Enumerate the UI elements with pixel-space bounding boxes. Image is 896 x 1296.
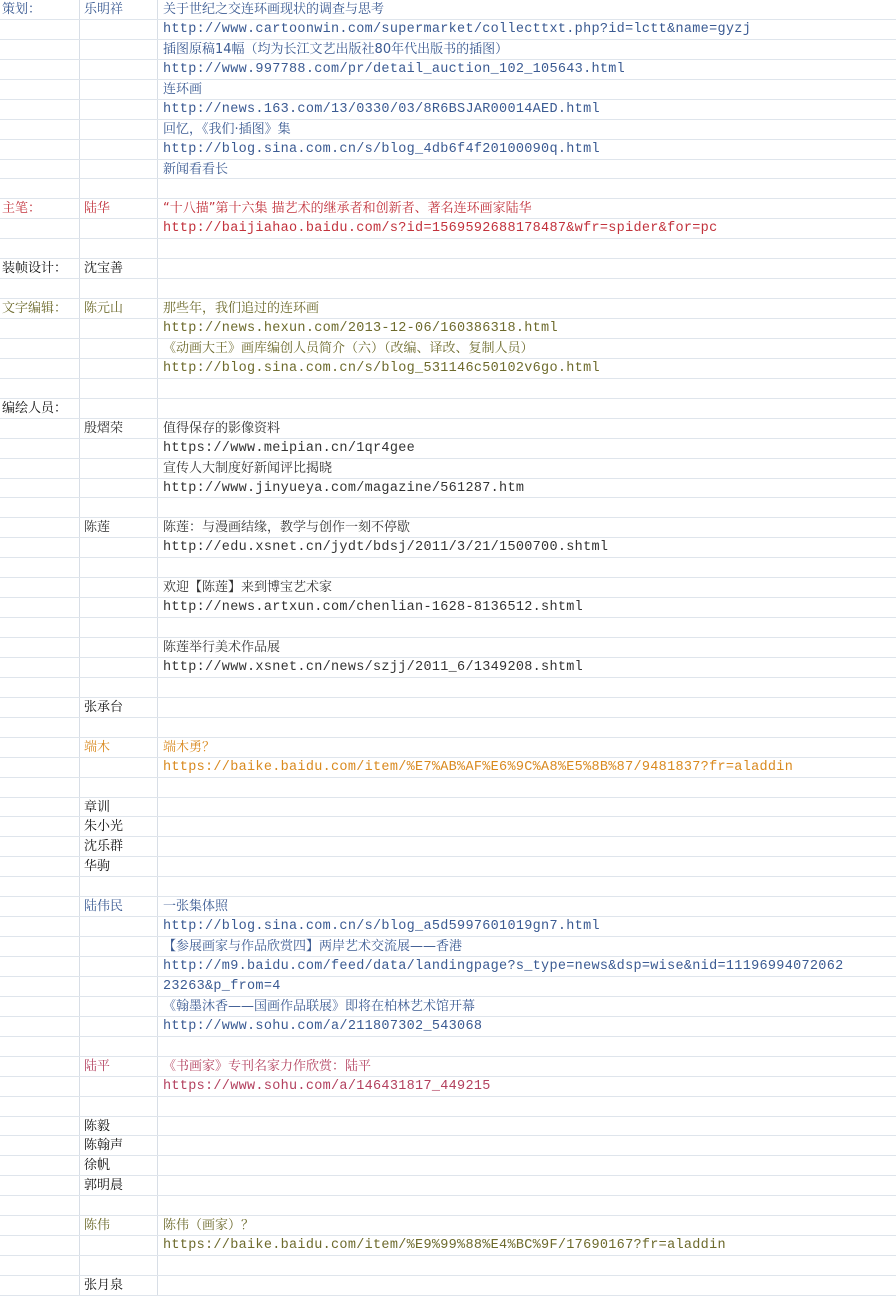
- person-name-cell[interactable]: [80, 937, 158, 956]
- person-name-cell[interactable]: [80, 179, 158, 198]
- person-name-cell[interactable]: [80, 279, 158, 298]
- table-row: [0, 1117, 896, 1137]
- person-name-cell[interactable]: 陈元山: [80, 299, 158, 318]
- reference-cell[interactable]: http://www.xsnet.cn/news/szjj/2011_6/1349208.shtml: [163, 659, 584, 675]
- role-label-cell[interactable]: [0, 219, 80, 238]
- person-name-cell[interactable]: 朱小光: [80, 817, 158, 836]
- reference-cell[interactable]: http://www.sohu.com/a/211807302_543068: [163, 1018, 483, 1034]
- person-name-cell[interactable]: [80, 877, 158, 896]
- role-label-cell[interactable]: 策划：: [0, 0, 80, 19]
- table-row: [0, 578, 896, 598]
- person-name-cell[interactable]: 端木: [80, 738, 158, 757]
- table-row: [0, 1216, 896, 1236]
- role-label-cell[interactable]: [0, 558, 80, 577]
- table-row: [0, 977, 896, 997]
- table-row: [0, 658, 896, 678]
- reference-cell[interactable]: 关于世纪之交连环画现状的调查与思考: [163, 2, 385, 17]
- reference-cell[interactable]: 陈莲举行美术作品展: [163, 640, 281, 655]
- role-label-cell[interactable]: [0, 279, 80, 298]
- role-label-cell[interactable]: [0, 1156, 80, 1175]
- table-row: [0, 1236, 896, 1256]
- table-row: [0, 618, 896, 638]
- person-name-cell[interactable]: 张月泉: [80, 1276, 158, 1295]
- reference-cell[interactable]: [158, 179, 896, 198]
- table-row: [0, 459, 896, 479]
- role-label-cell[interactable]: [0, 379, 80, 398]
- person-name-cell[interactable]: [80, 917, 158, 936]
- role-label-cell[interactable]: [0, 897, 80, 916]
- table-row: [0, 538, 896, 558]
- person-name-cell[interactable]: [80, 658, 158, 677]
- reference-cell[interactable]: 值得保存的影像资料: [163, 420, 281, 436]
- reference-cell[interactable]: http://blog.sina.com.cn/s/blog_a5d5997601019gn7.html: [163, 919, 600, 935]
- role-label-cell[interactable]: [0, 778, 80, 797]
- reference-cell[interactable]: https://baike.baidu.com/item/%E9%99%88%E4%BC%9F/17690167?fr=aladdin: [163, 1238, 726, 1254]
- person-name-cell[interactable]: 陈莲: [80, 518, 158, 537]
- table-row: [0, 1037, 896, 1057]
- role-label-cell[interactable]: [0, 1037, 80, 1056]
- role-label-cell[interactable]: 编绘人员：: [0, 399, 80, 418]
- person-name-cell[interactable]: [80, 160, 158, 179]
- table-row: [0, 1176, 896, 1196]
- reference-cell[interactable]: [158, 1136, 896, 1155]
- table-row: [0, 80, 896, 100]
- reference-cell[interactable]: 欢迎【陈莲】来到博宝艺术家: [163, 580, 333, 596]
- role-label-cell[interactable]: [0, 1216, 80, 1235]
- reference-cell[interactable]: [158, 239, 896, 258]
- reference-cell[interactable]: 回忆，《我们·插图》集: [163, 121, 291, 137]
- reference-cell[interactable]: [158, 877, 896, 896]
- role-label-cell[interactable]: 文字编辑：: [0, 299, 80, 318]
- person-name-cell[interactable]: [80, 40, 158, 59]
- person-name-cell[interactable]: [80, 459, 158, 478]
- role-label-cell[interactable]: [0, 638, 80, 657]
- person-name-cell[interactable]: [80, 538, 158, 557]
- person-name-cell[interactable]: [80, 60, 158, 79]
- table-row: [0, 897, 896, 917]
- role-label-cell[interactable]: [0, 100, 80, 119]
- role-label-cell[interactable]: [0, 439, 80, 458]
- role-label-cell[interactable]: [0, 80, 80, 99]
- role-label-cell[interactable]: [0, 459, 80, 478]
- reference-cell[interactable]: [158, 1276, 896, 1295]
- person-name-cell[interactable]: 陈毅: [80, 1117, 158, 1136]
- person-name-cell[interactable]: [80, 718, 158, 737]
- reference-cell[interactable]: 《书画家》专刊名家力作欣赏：陆平: [163, 1058, 372, 1074]
- reference-cell[interactable]: [158, 798, 896, 817]
- reference-cell[interactable]: 【参展画家与作品欣赏四】两岸艺术交流展——香港: [163, 939, 463, 955]
- table-row: [0, 219, 896, 239]
- role-label-cell[interactable]: [0, 1117, 80, 1136]
- person-name-cell[interactable]: 徐帆: [80, 1156, 158, 1175]
- role-label-cell[interactable]: [0, 1057, 80, 1076]
- reference-cell[interactable]: 那些年，我们追过的连环画: [163, 301, 320, 317]
- reference-cell[interactable]: [158, 817, 896, 836]
- reference-cell[interactable]: http://news.163.com/13/0330/03/8R6BSJAR00014AED.html: [163, 101, 600, 117]
- table-row: [0, 877, 896, 897]
- reference-cell[interactable]: http://www.997788.com/pr/detail_auction_102_105643.html: [163, 61, 626, 77]
- role-label-cell[interactable]: [0, 359, 80, 378]
- table-row: [0, 518, 896, 538]
- person-name-cell[interactable]: [80, 1037, 158, 1056]
- role-label-cell[interactable]: [0, 857, 80, 876]
- reference-cell[interactable]: 陈莲：与漫画结缘，教学与创作一刻不停歇: [163, 520, 411, 536]
- role-label-cell[interactable]: [0, 718, 80, 737]
- reference-cell[interactable]: http://news.artxun.com/chenlian-1628-8136512.shtml: [163, 600, 584, 616]
- person-name-cell[interactable]: [80, 219, 158, 238]
- role-label-cell[interactable]: [0, 937, 80, 956]
- table-row: [0, 160, 896, 180]
- role-label-cell[interactable]: [0, 977, 80, 996]
- reference-cell[interactable]: [158, 1156, 896, 1175]
- person-name-cell[interactable]: [80, 1077, 158, 1096]
- role-label-cell[interactable]: [0, 339, 80, 358]
- table-row: [0, 1136, 896, 1156]
- role-label-cell[interactable]: [0, 518, 80, 537]
- person-name-cell[interactable]: [80, 120, 158, 139]
- role-label-cell[interactable]: [0, 419, 80, 438]
- role-label-cell[interactable]: [0, 598, 80, 617]
- reference-cell[interactable]: [158, 778, 896, 797]
- reference-cell[interactable]: [158, 618, 896, 637]
- table-row: [0, 857, 896, 877]
- table-row: [0, 339, 896, 359]
- person-name-cell[interactable]: [80, 1017, 158, 1036]
- person-name-cell[interactable]: [80, 479, 158, 498]
- table-row: [0, 1276, 896, 1296]
- table-row: [0, 179, 896, 199]
- role-label-cell[interactable]: [0, 738, 80, 757]
- table-row: [0, 738, 896, 758]
- reference-cell[interactable]: [158, 1037, 896, 1056]
- table-row: [0, 798, 896, 818]
- table-row: [0, 1017, 896, 1037]
- table-row: [0, 837, 896, 857]
- role-label-cell[interactable]: [0, 698, 80, 717]
- table-row: [0, 817, 896, 837]
- table-row: [0, 239, 896, 259]
- role-label-cell[interactable]: [0, 179, 80, 198]
- reference-cell[interactable]: 新闻看看长: [163, 161, 229, 177]
- role-label-cell[interactable]: [0, 798, 80, 817]
- reference-cell[interactable]: [158, 1097, 896, 1116]
- person-name-cell[interactable]: 陆平: [80, 1057, 158, 1076]
- person-name-cell[interactable]: [80, 977, 158, 996]
- person-name-cell[interactable]: 华驹: [80, 857, 158, 876]
- table-row: [0, 1196, 896, 1216]
- reference-cell[interactable]: http://www.cartoonwin.com/supermarket/collecttxt.php?id=lctt&name=gyzj: [163, 21, 752, 37]
- role-label-cell[interactable]: 主笔：: [0, 199, 80, 218]
- role-label-cell[interactable]: [0, 538, 80, 557]
- reference-cell[interactable]: [158, 399, 896, 418]
- table-row: [0, 698, 896, 718]
- person-name-cell[interactable]: [80, 1236, 158, 1255]
- reference-cell[interactable]: 陈伟（画家）？: [163, 1218, 255, 1234]
- reference-cell[interactable]: https://www.meipian.cn/1qr4gee: [163, 440, 416, 456]
- person-name-cell[interactable]: [80, 20, 158, 39]
- table-row: [0, 678, 896, 698]
- reference-cell[interactable]: [158, 279, 896, 298]
- role-label-cell[interactable]: [0, 479, 80, 498]
- table-row: [0, 100, 896, 120]
- person-name-cell[interactable]: 殷熠荣: [80, 419, 158, 438]
- role-label-cell[interactable]: [0, 658, 80, 677]
- role-label-cell[interactable]: [0, 120, 80, 139]
- person-name-cell[interactable]: [80, 598, 158, 617]
- person-name-cell[interactable]: [80, 399, 158, 418]
- table-row: [0, 479, 896, 499]
- table-row: [0, 937, 896, 957]
- role-label-cell[interactable]: [0, 997, 80, 1016]
- person-name-cell[interactable]: [80, 80, 158, 99]
- role-label-cell[interactable]: [0, 60, 80, 79]
- role-label-cell[interactable]: [0, 1097, 80, 1116]
- person-name-cell[interactable]: [80, 140, 158, 159]
- role-label-cell[interactable]: [0, 817, 80, 836]
- role-label-cell[interactable]: [0, 1176, 80, 1195]
- person-name-cell[interactable]: [80, 558, 158, 577]
- reference-cell[interactable]: [158, 678, 896, 697]
- table-row: [0, 718, 896, 738]
- table-row: [0, 319, 896, 339]
- reference-cell[interactable]: 连环画: [163, 81, 203, 97]
- person-name-cell[interactable]: [80, 1196, 158, 1215]
- reference-cell[interactable]: 插图原稿14幅（均为长江文艺出版社80年代出版书的插图）: [163, 41, 509, 57]
- reference-cell[interactable]: [158, 498, 896, 517]
- reference-cell[interactable]: [158, 1117, 896, 1136]
- person-name-cell[interactable]: [80, 379, 158, 398]
- person-name-cell[interactable]: [80, 498, 158, 517]
- table-row: [0, 259, 896, 279]
- reference-cell[interactable]: [158, 558, 896, 577]
- table-row: [0, 439, 896, 459]
- reference-cell[interactable]: 端木勇？: [163, 739, 216, 755]
- table-row: [0, 60, 896, 80]
- table-row: [0, 379, 896, 399]
- role-label-cell[interactable]: [0, 758, 80, 777]
- reference-cell[interactable]: http://baijiahao.baidu.com/s?id=1569592688178487&wfr=spider&for=pc: [163, 221, 718, 237]
- reference-cell[interactable]: 一张集体照: [163, 899, 229, 915]
- role-label-cell[interactable]: [0, 957, 80, 976]
- person-name-cell[interactable]: [80, 439, 158, 458]
- reference-cell[interactable]: http://blog.sina.com.cn/s/blog_531146c50102v6go.html: [163, 360, 600, 376]
- role-label-cell[interactable]: [0, 917, 80, 936]
- person-name-cell[interactable]: [80, 359, 158, 378]
- person-name-cell[interactable]: [80, 758, 158, 777]
- table-row: [0, 1077, 896, 1097]
- role-label-cell[interactable]: [0, 239, 80, 258]
- person-name-cell[interactable]: [80, 678, 158, 697]
- role-label-cell[interactable]: [0, 837, 80, 856]
- person-name-cell[interactable]: 张承台: [80, 698, 158, 717]
- person-name-cell[interactable]: [80, 1097, 158, 1116]
- reference-cell[interactable]: [158, 1176, 896, 1195]
- person-name-cell[interactable]: 郭明晨: [80, 1176, 158, 1195]
- reference-cell[interactable]: 《动画大王》画库编创人员简介（六）（改编、译改、复制人员）: [163, 340, 534, 356]
- table-row: [0, 1156, 896, 1176]
- role-label-cell[interactable]: [0, 578, 80, 597]
- reference-cell[interactable]: [158, 1256, 896, 1275]
- role-label-cell[interactable]: [0, 319, 80, 338]
- role-label-cell[interactable]: [0, 877, 80, 896]
- person-name-cell[interactable]: 沈乐群: [80, 837, 158, 856]
- person-name-cell[interactable]: 陆伟民: [80, 897, 158, 916]
- reference-cell[interactable]: 23263&p_from=4: [163, 978, 281, 994]
- table-row: [0, 498, 896, 518]
- table-row: [0, 0, 896, 20]
- role-label-cell[interactable]: [0, 160, 80, 179]
- person-name-cell[interactable]: 陈伟: [80, 1216, 158, 1235]
- reference-cell[interactable]: http://edu.xsnet.cn/jydt/bdsj/2011/3/21/1500700.shtml: [163, 540, 609, 556]
- role-label-cell[interactable]: [0, 618, 80, 637]
- reference-cell[interactable]: http://www.jinyueya.com/magazine/561287.htm: [163, 480, 525, 496]
- person-name-cell[interactable]: [80, 578, 158, 597]
- reference-cell[interactable]: https://baike.baidu.com/item/%E7%AB%AF%E6%9C%A8%E5%8B%87/9481837?fr=aladdin: [163, 759, 794, 775]
- person-name-cell[interactable]: [80, 778, 158, 797]
- role-label-cell[interactable]: [0, 1236, 80, 1255]
- table-row: [0, 140, 896, 160]
- person-name-cell[interactable]: 陆华: [80, 199, 158, 218]
- reference-cell[interactable]: [158, 718, 896, 737]
- person-name-cell[interactable]: [80, 638, 158, 657]
- reference-cell[interactable]: 《翰墨沐香——国画作品联展》即将在柏林艺术馆开幕: [163, 998, 476, 1014]
- table-row: [0, 758, 896, 778]
- reference-cell[interactable]: [158, 259, 896, 278]
- reference-cell[interactable]: [158, 837, 896, 856]
- role-label-cell[interactable]: [0, 1077, 80, 1096]
- table-row: [0, 957, 896, 977]
- person-name-cell[interactable]: [80, 339, 158, 358]
- table-row: [0, 1256, 896, 1276]
- role-label-cell[interactable]: [0, 1136, 80, 1155]
- table-row: [0, 917, 896, 937]
- role-label-cell[interactable]: [0, 498, 80, 517]
- table-row: [0, 399, 896, 419]
- role-label-cell[interactable]: [0, 20, 80, 39]
- role-label-cell[interactable]: [0, 678, 80, 697]
- reference-cell[interactable]: [158, 698, 896, 717]
- person-name-cell[interactable]: [80, 239, 158, 258]
- person-name-cell[interactable]: 陈翰声: [80, 1136, 158, 1155]
- table-row: [0, 638, 896, 658]
- role-label-cell[interactable]: [0, 1256, 80, 1275]
- table-row: [0, 279, 896, 299]
- role-label-cell[interactable]: [0, 1276, 80, 1295]
- reference-cell[interactable]: [158, 379, 896, 398]
- person-name-cell[interactable]: [80, 997, 158, 1016]
- table-row: [0, 778, 896, 798]
- table-row: [0, 997, 896, 1017]
- role-label-cell[interactable]: [0, 1017, 80, 1036]
- table-row: [0, 40, 896, 60]
- table-row: [0, 199, 896, 219]
- table-row: [0, 1097, 896, 1117]
- reference-cell[interactable]: [158, 857, 896, 876]
- table-row: [0, 20, 896, 40]
- person-name-cell[interactable]: [80, 957, 158, 976]
- reference-cell[interactable]: 宣传人大制度好新闻评比揭晓: [163, 460, 333, 476]
- role-label-cell[interactable]: 装帧设计：: [0, 259, 80, 278]
- table-row: [0, 120, 896, 140]
- table-row: [0, 299, 896, 319]
- person-name-cell[interactable]: [80, 618, 158, 637]
- person-name-cell[interactable]: 乐明祥: [80, 0, 158, 19]
- reference-cell[interactable]: http://m9.baidu.com/feed/data/landingpage?s_type=news&dsp=wise&nid=11196994072062: [163, 959, 844, 974]
- table-row: [0, 558, 896, 578]
- person-name-cell[interactable]: [80, 1256, 158, 1275]
- reference-cell[interactable]: [158, 1196, 896, 1215]
- role-label-cell[interactable]: [0, 1196, 80, 1215]
- table-row: [0, 598, 896, 618]
- reference-cell[interactable]: http://news.hexun.com/2013-12-06/160386318.html: [163, 321, 558, 336]
- role-label-cell[interactable]: [0, 140, 80, 159]
- table-row: [0, 1057, 896, 1077]
- reference-cell[interactable]: http://blog.sina.com.cn/s/blog_4db6f4f20100090q.html: [163, 141, 600, 157]
- person-name-cell[interactable]: [80, 100, 158, 119]
- person-name-cell[interactable]: [80, 319, 158, 338]
- person-name-cell[interactable]: 章训: [80, 798, 158, 817]
- table-row: [0, 419, 896, 439]
- reference-cell[interactable]: https://www.sohu.com/a/146431817_449215: [163, 1078, 491, 1094]
- role-label-cell[interactable]: [0, 40, 80, 59]
- reference-cell[interactable]: “十八描”第十六集 描艺术的继承者和创新者、著名连环画家陆华: [163, 201, 532, 217]
- person-name-cell[interactable]: 沈宝善: [80, 259, 158, 278]
- table-row: [0, 359, 896, 379]
